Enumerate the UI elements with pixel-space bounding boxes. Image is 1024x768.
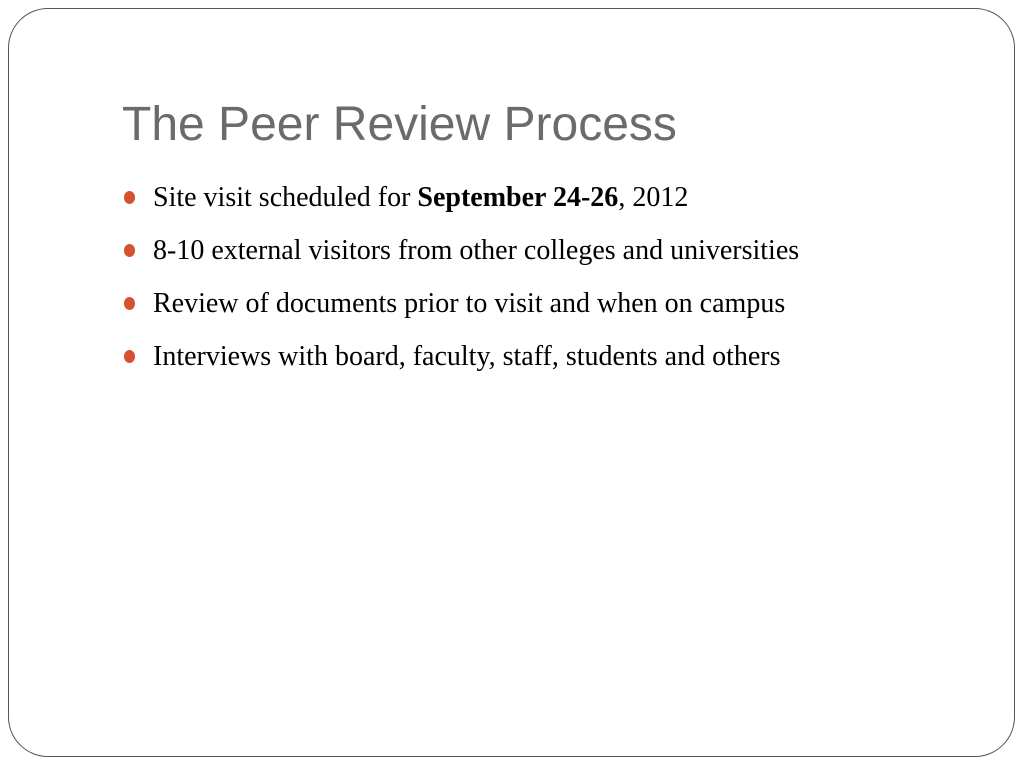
bullet-item-external-visitors <box>124 228 799 281</box>
bullet-text: 8-10 external visitors from other colleges and universities <box>153 235 800 266</box>
bullet-dot-icon <box>124 297 135 310</box>
bullet-text-pre: Site visit scheduled for <box>153 182 418 213</box>
bullet-item-interviews <box>124 334 799 387</box>
bullet-dot-icon <box>124 244 135 257</box>
bullet-item-site-visit <box>124 175 799 228</box>
bullet-list <box>124 175 799 387</box>
bullet-dot-icon <box>124 350 135 363</box>
bullet-item-document-review <box>124 281 799 334</box>
bullet-text-post: , 2012 <box>618 182 689 213</box>
slide-frame <box>8 8 1015 757</box>
bullet-text: Review of documents prior to visit and when on campus <box>153 288 786 319</box>
bullet-text-date: September 24-26 <box>417 182 619 213</box>
bullet-text: Interviews with board, faculty, staff, students and others <box>153 341 781 372</box>
bullet-dot-icon <box>124 191 135 204</box>
slide-title: The Peer Review Process <box>122 98 677 151</box>
